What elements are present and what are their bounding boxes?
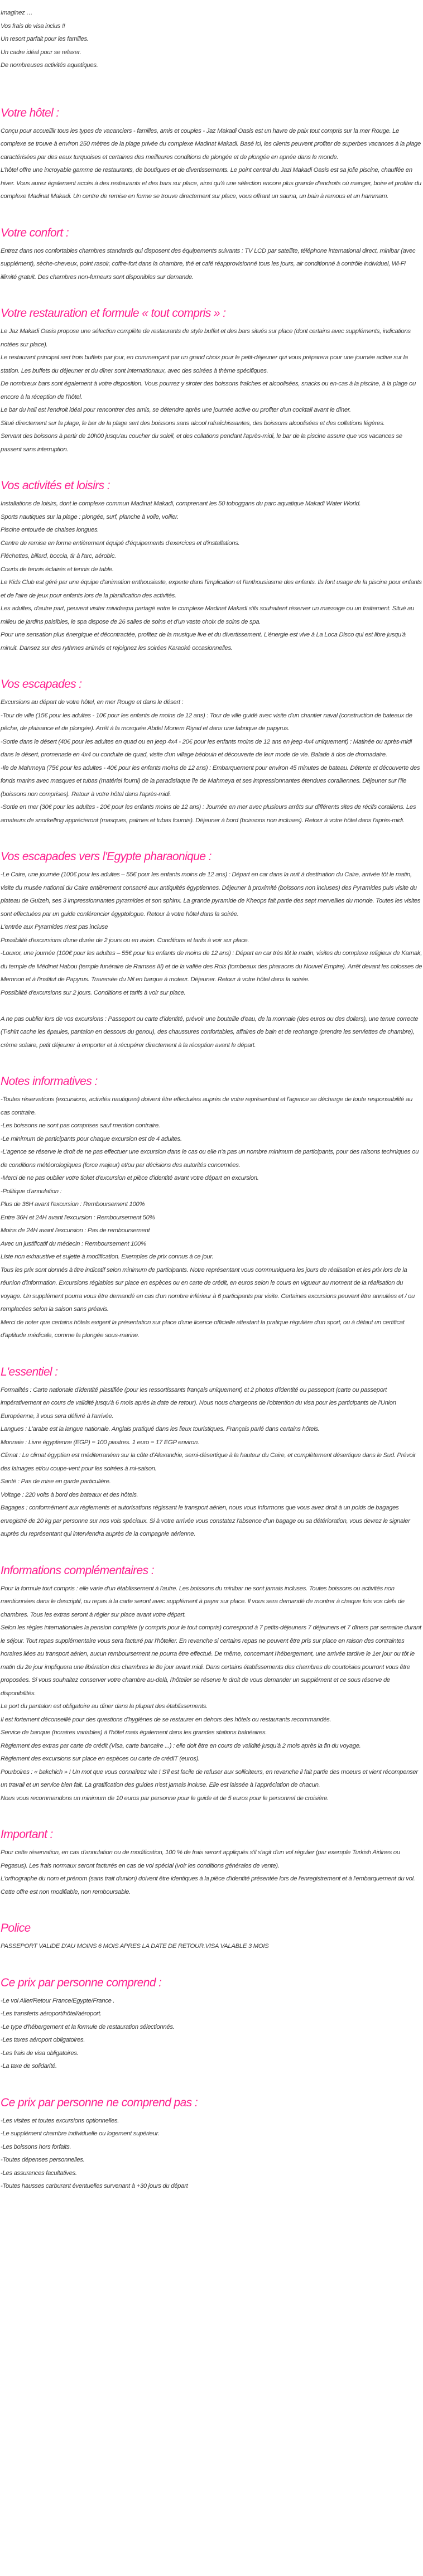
section-votre-hotel xyxy=(1,105,423,204)
section-vos-activites-et-loisirs xyxy=(1,477,423,655)
section-paragraph: Entre 36H et 24H avant l'excursion : Remboursement 50% xyxy=(1,1214,155,1221)
section-paragraph: Sports nautiques sur la plage : plongée, surf, planche à voile, voilier. xyxy=(1,513,179,520)
section-paragraph: Centre de remise en forme entièrement équipé d'équipements d'exercices et d'installations. xyxy=(1,539,240,547)
section-notes-informatives xyxy=(1,1073,423,1343)
section-paragraph: Installations de loisirs, dont le complexe commun Madinat Makadi, comprenant les 50 toboggans du parc aquatique Makadi Water World. xyxy=(1,500,361,507)
section-paragraph: Situé directement sur la plage, le bar de la plage sert des boissons sans alcool rafraîchissantes, des boissons alcoolisées et des collations légères. xyxy=(1,419,385,427)
intro-line: Vos frais de visa inclus !! xyxy=(1,22,65,30)
section-important xyxy=(1,1826,423,1899)
section-paragraph: -Politique d'annulation : xyxy=(1,1188,62,1195)
section-paragraph: De nombreux bars sont également à votre disposition. Vous pourrez y siroter des boissons fraîches et alcoolisées, snacks ou en-cas à la piscine, à la plage ou encore à la réception de l'hôtel. xyxy=(1,380,416,401)
section-paragraph: -Le minimum de participants pour chaque excursion est de 4 adultes. xyxy=(1,1135,182,1142)
section-paragraph: Voltage : 220 volts à bord des bateaux et des hôtels. xyxy=(1,1491,138,1498)
section-paragraph: -Toutes dépenses personnelles. xyxy=(1,2157,85,2163)
section-vos-escapades-vers-l-egypte-pharaonique xyxy=(1,848,423,1052)
section-paragraph: -L'agence se réserve le droit de ne pas effectuer une excursion dans le cas ou elle n'a pas un nombre minimum de participants, pour des raisons techniques ou de conditions météorologiques (force majeur) et/ou par décisions des autorités concernées. xyxy=(1,1149,419,1169)
section-paragraph: -Les assurances facultatives. xyxy=(1,2169,77,2177)
section-paragraph: Le Jaz Makadi Oasis propose une sélection complète de restaurants de style buffet et des bars situés sur place (dont certains avec suppléments, indications notées sur place). xyxy=(1,328,411,348)
section-paragraph: Il est fortement déconseillé pour des questions d'hygiènes de se restaurer en dehors des hôtels ou restaurants recommandés. xyxy=(1,1716,331,1723)
intro-line: Imaginez … xyxy=(1,9,33,16)
section-paragraph: Excursions au départ de votre hôtel, en mer Rouge et dans le désert : xyxy=(1,699,184,706)
section-paragraph: Possibilité d'excursions d'une durée de 2 jours ou en avion. Conditions et tarifs à voir sur place. xyxy=(1,937,249,944)
section-votre-confort xyxy=(1,225,423,284)
section-paragraph: -Les transferts aéroport/hôtel/aéroport. xyxy=(1,2010,102,2017)
section-paragraph: -Toutes hausses carburant éventuelles survenant à +30 jours du départ xyxy=(1,2183,188,2189)
section-paragraph: Fléchettes, billard, boccia, tir à l'arc, aérobic. xyxy=(1,553,116,559)
section-paragraph: Santé : Pas de mise en garde particulière. xyxy=(1,1478,111,1485)
sections-container xyxy=(1,105,423,2193)
section-paragraph: Conçu pour accueillir tous les types de vacanciers - familles, amis et couples - Jaz Makadi Oasis est un havre de paix tout compris sur la mer Rouge. Le complexe se trouve à environ 250 mètres de la plage privée du complexe Madinat Makadi. Basé ici, les clients peuvent profiter de superbes vacances à la plage caractérisées par des eaux turquoises et certaines des meilleures conditions de plongée et de plongée en apnée dans le monde. xyxy=(1,127,421,161)
section-paragraph: Bagages : conformément aux règlements et autorisations régissant le transport aérien, nous vous informons que vous avez droit à un poids de bagages enregistré de 20 kg par personne sur nos vols spéciaux. Si à votre arrivée vous constatez l'absence d'un bagage ou sa détérioration, vous devrez le signaler auprès du représentant qui interviendra auprès de la compagnie aérienne. xyxy=(1,1504,410,1537)
section-heading: Votre restauration et formule « tout compris » : xyxy=(1,307,226,320)
section-heading: Vos escapades : xyxy=(1,678,82,691)
section-heading: Informations complémentaires : xyxy=(1,1564,154,1577)
section-paragraph: -Tour de ville (15€ pour les adultes - 10€ pour les enfants de moins de 12 ans) : Tour de ville guidé avec visite d'un chantier naval (construction de bateaux de pêche, de plaisance et de plongée). Arrêt à la mosquée Abdel Monem Riyad et dans une fabrique de papyrus. xyxy=(1,712,412,732)
section-paragraph: Règlement des excursions sur place en espèces ou carte de crédiT (euros). xyxy=(1,1755,200,1762)
section-paragraph: Avec un justificatif du médecin : Remboursement 100% xyxy=(1,1240,146,1247)
section-paragraph: Pour une sensation plus énergique et décontractée, profitez de la musique live et du divertissement. L'énergie est vive à La Loca Disco qui est libre jusqu'à minuit. Dansez sur des rythmes animés et rejoignez les soirées Karaoké occasionnelles. xyxy=(1,631,406,652)
section-paragraph: -Merci de ne pas oublier votre ticket d'excursion et pièce d'identité avant votre départ en excursion. xyxy=(1,1175,259,1181)
section-paragraph: Possibilité d'excursions sur 2 jours. Conditions et tarifs à voir sur place. xyxy=(1,989,186,996)
section-informations-complementaires xyxy=(1,1562,423,1806)
section-paragraph: Climat : Le climat égyptien est méditerranéen sur la côte d'Alexandrie, semi-désertique à la hauteur du Caire, et complètement désertique dans le Sud. Prévoir des lainages et/ou coupe-vent pour les soirées à mi-saison. xyxy=(1,1452,416,1472)
section-paragraph: -Les boissons hors forfaits. xyxy=(1,2143,71,2150)
section-paragraph: -Sortie en mer (30€ pour les adultes - 20€ pour les enfants moins de 12 ans) : Journée en mer avec plusieurs arrêts sur différents sites de récifs coralliens. Les amateurs de snorkelling apprécieront (masques, palmes et tubas fournis). Déjeuner à bord (boissons non incluses). Retour à votre hôtel dans l'après-midi. xyxy=(1,804,416,824)
section-paragraph: Pourboires : « bakchich » ! Un mot que vous connaîtrez vite ! S'il est facile de refuser aux solliciteurs, en revanche il fait partie des moeurs et vient récompenser un travail et un service bien fait. La gratification des guides n'est jamais incluse. Elle est laissée à l'appréciation de chacun. xyxy=(1,1768,418,1788)
section-paragraph: Tous les prix sont donnés à titre indicatif selon minimum de participants. Notre représentant vous communiquera les jours de réalisation et les prix lors de la réunion d'information. Excursions réglables sur place en espèces ou en carte de crédit, en euros selon le cours en vigueur au moment de la réalisation du voyage. Un supplément pourra vous être demandé en cas d'un nombre inférieur à 6 participants par visite. Certaines excursions peuvent être annulées et / ou remplacées selon la saison sans préavis. xyxy=(1,1266,415,1313)
section-paragraph: Moins de 24H avant l'excursion : Pas de remboursement xyxy=(1,1227,150,1234)
section-paragraph: Entrez dans nos confortables chambres standards qui disposent des équipements suivants : TV LCD par satellite, téléphone international direct, minibar (avec supplément), sèche-cheveux, point rasoir, coffre-fort dans la chambre, thé et café réapprovisionné tous les jours, air conditionné à contrôle individuel, Wi-Fi illimité gratuit. Des chambres non-fumeurs sont disponibles sur demande. xyxy=(1,247,416,281)
section-paragraph: Le Kids Club est géré par une équipe d'animation enthousiaste, experte dans l'implication et l'enthousiasme des enfants. Ils font usage de la piscine pour enfants et de l'aire de jeux pour enfants lors de la planification des activités. xyxy=(1,579,422,599)
section-paragraph: -Les taxes aéroport obligatoires. xyxy=(1,2037,85,2043)
intro-block xyxy=(1,0,423,73)
section-paragraph: PASSEPORT VALIDE D'AU MOINS 6 MOIS APRES LA DATE DE RETOUR.VISA VALABLE 3 MOIS xyxy=(1,1943,269,1950)
section-vos-escapades xyxy=(1,676,423,827)
section-heading: Ce prix par personne ne comprend pas : xyxy=(1,2096,198,2109)
section-paragraph: -Louxor, une journée (100€ pour les adultes – 55€ pour les enfants de moins de 12 ans) : Départ en car très tôt le matin, visites du complexe religieux de Karnak, du temple de Médinet Habou (temple funéraire de Ramses III) et de la vallée des Rois (tombeaux des pharaons du Nouvel Empire). Arrêt devant les colosses de Memnon et à l'institut de Papyrus. Traversée du Nil en barque à moteur. Déjeuner. Retour à votre hôtel dans la soirée. xyxy=(1,950,422,983)
section-paragraph: Les adultes, d'autre part, peuvent visiter mividaspa partagé entre le complexe Madinat Makadi s'ils souhaitent réserver un massage ou un traitement. Situé au milieu de jardins paisibles, le spa dispose de 26 salles de soins et d'un vaste choix de soins de spa. xyxy=(1,605,414,625)
section-paragraph: Service de banque (horaires variables) à l'hôtel mais également dans les grandes stations balnéaires. xyxy=(1,1729,267,1736)
section-paragraph: -Les visites et toutes excursions optionnelles. xyxy=(1,2117,119,2124)
section-paragraph: Pour cette réservation, en cas d'annulation ou de modification, 100 % de frais seront appliqués s'il s'agit d'un vol régulier (par exemple Turkish Airlines ou Pegasus). Les frais normaux seront facturés en cas de vol spécial (voir les conditions générales de vente). xyxy=(1,1849,400,1869)
section-paragraph: -Le Caire, une journée (100€ pour les adultes – 55€ pour les enfants moins de 12 ans) : Départ en car dans la nuit à destination du Caire, arrivée tôt le matin, visite du musée national du Caire entièrement consacré aux antiquités égyptiennes. Déjeuner à proximité (boissons non incluses) des Pyramides puis visite du plateau de Guizeh, ses 3 impressionnantes pyramides et son sphinx. La grande pyramide de Kheops fait partie des sept merveilles du monde. Toutes les visites sont effectuées par un guide conférencier égyptologue. Retour à votre hôtel dans la soirée. xyxy=(1,871,421,918)
section-votre-restauration-et-formule-tout-compris xyxy=(1,305,423,456)
section-paragraph: Nous vous recommandons un minimum de 10 euros par personne pour le guide et de 5 euros pour le personnel de croisière. xyxy=(1,1794,329,1802)
section-paragraph: -Le supplément chambre individuelle ou logement supérieur. xyxy=(1,2130,160,2137)
section-paragraph: Liste non exhaustive et sujette à modification. Exemples de prix connus à ce jour. xyxy=(1,1253,214,1260)
section-heading: L'essentiel : xyxy=(1,1365,58,1378)
intro-line: Un resort parfait pour les familles. xyxy=(1,36,89,42)
section-heading: Vos escapades vers l'Egypte pharaonique : xyxy=(1,850,212,863)
section-paragraph: Le bar du hall est l'endroit idéal pour rencontrer des amis, se détendre après une journée active ou profiter d'un cocktail avant le dîner. xyxy=(1,407,351,413)
intro-line: De nombreuses activités aquatiques. xyxy=(1,62,98,69)
section-heading: Notes informatives : xyxy=(1,1075,98,1088)
section-paragraph: Courts de tennis éclairés et tennis de table. xyxy=(1,566,114,573)
section-paragraph: Merci de noter que certains hôtels exigent la présentation sur place d'une licence officielle attestant la pratique régulière d'un sport, ou à défaut un certificat d'aptitude médicale, comme la plongée sous-marine. xyxy=(1,1319,405,1339)
section-paragraph: A ne pas oublier lors de vos excursions : Passeport ou carte d'identité, prévoir une bouteille d'eau, de la monnaie (des euros ou des dollars), une tenue correcte (T-shirt cache les épaules, pantalon en dessous du genou), des chaussures confortables, affaires de bain et de rechange (prendre les serviettes de chambre), crème solaire, petit déjeuner à emporter et à récupérer directement à la réception avant le départ. xyxy=(1,1015,419,1049)
section-paragraph: -Ile de Mahmeya (75€ pour les adultes - 40€ pour les enfants moins de 12 ans) : Embarquement pour environ 45 minutes de bateau. Détente et découverte des fonds marins avec masques et tubas (matériel fourni) de la paradisiaque île de Mahmeya et ses impressionnantes étendues coralliennes. Déjeuner sur l'île (boissons non comprises). Retour à votre hôtel dans l'après-midi. xyxy=(1,764,420,798)
section-paragraph: -Toutes réservations (excursions, activités nautiques) doivent être effectuées auprès de votre représentant et l'agence se décharge de toute responsabilité au cas contraire. xyxy=(1,1096,412,1116)
section-paragraph: -Le type d'hébergement et la formule de restauration sélectionnés. xyxy=(1,2023,175,2030)
section-paragraph: Cette offre est non modifiable, non remboursable. xyxy=(1,1888,131,1895)
section-paragraph: Selon les règles internationales la pension complète (y compris pour le tout compris) correspond à 7 petits-déjeuners 7 déjeuners et 7 dîners par semaine durant le séjour. Tout repas supplémentaire vous sera facturé par l'hôtelier. En revanche si certains repas ne peuvent être pris sur place en raison des contraintes horaires liées au transport aérien, aucun remboursement ne pourra être effectué. De même, concernant l'hébergement, une arrivée tardive le 1er jour ou tôt le matin du 2e jour impliquera une libération des chambres le 8e jour avant midi. Dans certains établissements des chambres de courtoisies pourront vous être proposées. Si vous souhaitez conserver votre chambre au-delà, l'hôtelier se réserve le droit de vous demander un supplément et ce sous réserve de disponibilités. xyxy=(1,1624,421,1697)
section-paragraph: Monnaie : Livre égyptienne (EGP) = 100 piastres. 1 euro = 17 EGP environ. xyxy=(1,1439,199,1446)
paragraph-spacer xyxy=(1,1000,423,1013)
section-paragraph: Le port du pantalon est obligatoire au dîner dans la plupart des établissements. xyxy=(1,1703,208,1710)
section-paragraph: Piscine entourée de chaises longues. xyxy=(1,527,99,533)
section-paragraph: Règlement des extras par carte de crédit (Visa, carte bancaire ...) : elle doit être en cours de validité jusqu'à 2 mois après la fin du voyage. xyxy=(1,1742,361,1749)
section-heading: Votre hôtel : xyxy=(1,106,59,119)
section-ce-prix-par-personne-ne-comprend-pas xyxy=(1,2095,423,2193)
section-police xyxy=(1,1920,423,1953)
intro-line: Un cadre idéal pour se relaxer. xyxy=(1,49,81,56)
section-paragraph: -Les frais de visa obligatoires. xyxy=(1,2049,79,2057)
section-paragraph: -Le vol Aller/Retour France/Egypte/France . xyxy=(1,1997,115,2004)
section-heading: Police xyxy=(1,1922,31,1935)
section-l-essentiel xyxy=(1,1364,423,1541)
section-paragraph: Plus de 36H avant l'excursion : Remboursement 100% xyxy=(1,1201,145,1208)
section-heading: Important : xyxy=(1,1828,53,1841)
section-paragraph: L'orthographe du nom et prénom (sans trait d'union) doivent être identiques à la pièce d'identité présentée lors de l'enregistrement et à l'embarquement du vol. xyxy=(1,1875,415,1882)
section-paragraph: Servant des boissons à partir de 10h00 jusqu'au coucher du soleil, et des collations pendant l'après-midi, le bar de la piscine assure que vos vacances se passent sans interruption. xyxy=(1,433,402,453)
section-heading: Ce prix par personne comprend : xyxy=(1,1976,162,1989)
section-heading: Votre confort : xyxy=(1,226,69,239)
section-ce-prix-par-personne-comprend xyxy=(1,1975,423,2073)
section-paragraph: L'entrée aux Pyramides n'est pas incluse xyxy=(1,924,108,930)
section-paragraph: -Les boissons ne sont pas comprises sauf mention contraire. xyxy=(1,1122,160,1129)
section-paragraph: Le restaurant principal sert trois buffets par jour, en commençant par un grand choix pour le petit-déjeuner qui vous préparera pour une journée active sur la station. Les buffets du déjeuner et du dîner sont internationaux, avec des soirées à thème spécifiques. xyxy=(1,354,408,374)
section-paragraph: Formalités : Carte nationale d'identité plastifiée (pour les ressortissants français uniquement) et 2 photos d'identité ou passeport (carte ou passeport impérativement en cours de validité jusqu'à 6 mois après la date de retour). Nous nous chargeons de l'obtention du visa pour les participants de l'Union Européenne, il vous sera délivré à l'arrivée. xyxy=(1,1386,396,1420)
section-heading: Vos activités et loisirs : xyxy=(1,479,110,492)
section-paragraph: -Sortie dans le désert (40€ pour les adultes en quad ou en jeep 4x4 - 20€ pour les enfants moins de 12 ans en jeep 4x4 uniquement) : Matinée ou après-midi dans le désert, promenade en 4x4 ou conduite de quad, visite d'un village bédouin et découverte de leur mode de vie. Balade à dos de dromadaire. xyxy=(1,738,412,758)
section-paragraph: L'hôtel offre une incroyable gamme de restaurants, de boutiques et de divertissements. Le point central du Jazl Makadi Oasis est sa jolie piscine, chauffée en hiver. Vous aurez également accès à des restaurants et des bars sur place, ainsi qu'à une sélection encore plus grande d'endroits où manger, boire et profiter du complexe Madinat Makadi. Un centre de remise en forme se trouve directement sur place, vous offrant un sauna, un bain à remous et un hammam. xyxy=(1,167,421,200)
section-paragraph: Langues : L'arabe est la langue nationale. Anglais pratiqué dans les lieux touristiques. Français parlé dans certains hôtels. xyxy=(1,1426,320,1432)
section-paragraph: -La taxe de solidarité. xyxy=(1,2063,57,2070)
section-paragraph: Pour la formule tout compris : elle varie d'un établissement à l'autre. Les boissons du minibar ne sont jamais incluses. Toutes boissons ou activités non mentionnées dans le descriptif, ou repas à la carte seront avec supplément à payer sur place. Il vous sera demandé de montrer à chaque fois vos clefs de chambres. Tous les extras seront à régler sur place avant votre départ. xyxy=(1,1585,405,1618)
